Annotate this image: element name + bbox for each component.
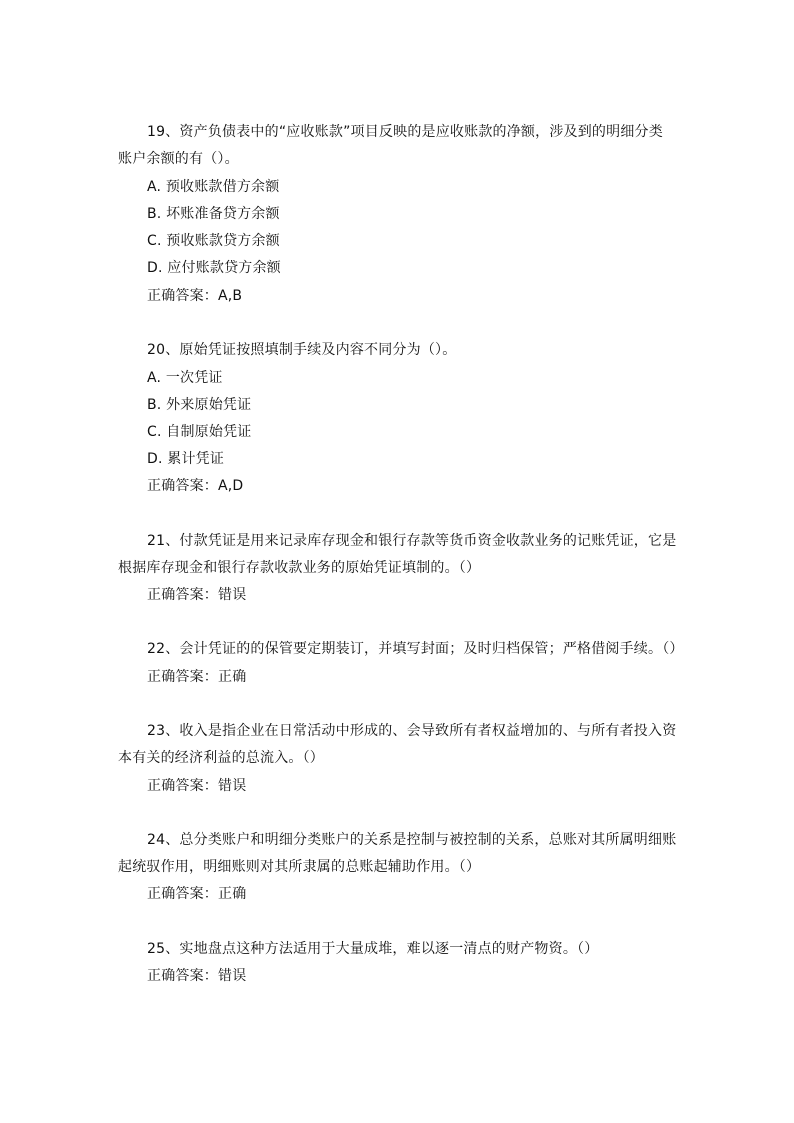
option-b: B. 坏账准备贷方余额 (147, 206, 280, 222)
question-stem-line: 根据库存现金和银行存款收款业务的原始凭证填制的。（） (118, 560, 481, 576)
question-stem-line: 起统驭作用，明细账则对其所隶属的总账起辅助作用。（） (118, 859, 481, 875)
option-c: C. 预收账款贷方余额 (147, 233, 280, 249)
question-stem-line: 24、总分类账户和明细分类账户的关系是控制与被控制的关系，总账对其所属明细账 (147, 832, 677, 848)
option-a: A. 一次凭证 (147, 370, 223, 386)
question-stem-line: 20、原始凭证按照填制手续及内容不同分为（）。 (147, 342, 457, 358)
correct-answer: 正确答案：正确 (147, 669, 247, 685)
question-stem-line: 23、收入是指企业在日常活动中形成的、会导致所有者权益增加的、与所有者投入资 (147, 723, 677, 739)
question-stem-line: 25、实地盘点这种方法适用于大量成堆，难以逐一清点的财产物资。（） (147, 941, 599, 957)
question-stem-line: 21、付款凭证是用来记录库存现金和银行存款等货币资金收款业务的记账凭证，它是 (147, 533, 677, 549)
correct-answer: 正确答案：A,D (147, 478, 244, 494)
correct-answer: 正确答案：A,B (147, 288, 243, 304)
option-c: C. 自制原始凭证 (147, 424, 252, 440)
correct-answer: 正确答案：错误 (147, 968, 247, 984)
option-a: A. 预收账款借方余额 (147, 179, 280, 195)
question-stem-line: 本有关的经济利益的总流入。（） (118, 750, 324, 766)
option-d: D. 应付账款贷方余额 (147, 260, 281, 276)
correct-answer: 正确答案：错误 (147, 587, 247, 603)
question-stem-line: 19、资产负债表中的“应收账款”项目反映的是应收账款的净额，涉及到的明细分类 (147, 124, 663, 140)
question-stem-line: 账户余额的有（）。 (118, 151, 239, 167)
option-d: D. 累计凭证 (147, 451, 225, 467)
question-stem-line: 22、会计凭证的的保管要定期装订，并填写封面；及时归档保管；严格借阅手续。（） (147, 641, 684, 657)
correct-answer: 正确答案：正确 (147, 886, 247, 902)
correct-answer: 正确答案：错误 (147, 778, 247, 794)
option-b: B. 外来原始凭证 (147, 397, 252, 413)
